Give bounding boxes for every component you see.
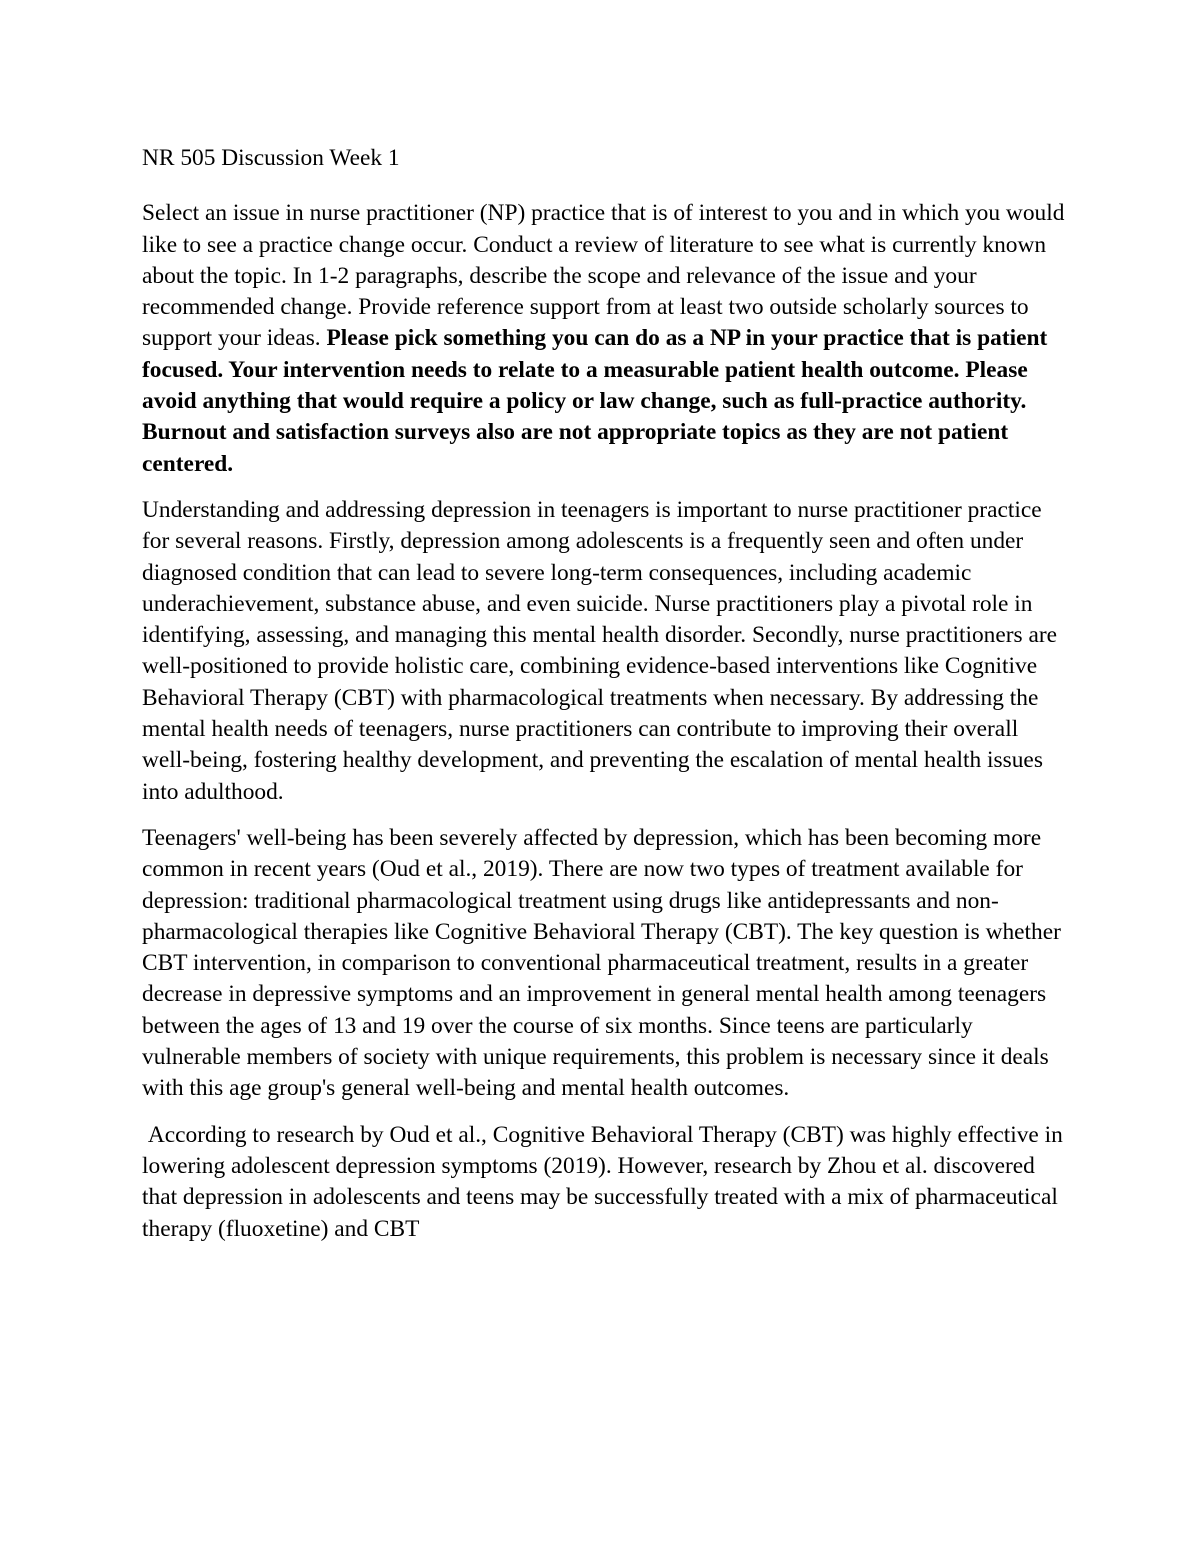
body-paragraph-3: According to research by Oud et al., Cognitive Behavioral Therapy (CBT) was highly effective in lowering adolescent depression symptoms (2019). However, research by Zhou et al. discovered that depression in adolescents and teens may be successfully treated with a mix of pharmaceutical therapy (fluoxetine) and CBT — [142, 1121, 1069, 1242]
document-body — [142, 143, 1067, 1260]
body-paragraph-1: Understanding and addressing depression in teenagers is important to nurse practitioner practice for several reasons. Firstly, depression among adolescents is a frequently seen and often under diagnosed condition that can lead to severe long-term consequences, including academic underachievement, substance abuse, and even suicide. Nurse practitioners play a pivotal role in identifying, assessing, and managing this mental health disorder. Secondly, nurse practitioners are well-positioned to provide holistic care, combining evidence-based interventions like Cognitive Behavioral Therapy (CBT) with pharmacological treatments when necessary. By addressing the mental health needs of teenagers, nurse practitioners can contribute to improving their overall well-being, fostering healthy development, and preventing the escalation of mental health issues into adulthood. — [142, 496, 1058, 805]
prompt-emphasis: Please pick something you can do as a NP in your practice that is patient focused. Your intervention needs to relate to a measurable patient health outcome. Please avoid anything that would require a policy or law change, such as full-practice authority. Burnout and satisfaction surveys also are not appropriate topics as they are not patient centered. — [142, 325, 1048, 477]
assignment-prompt — [142, 198, 1067, 480]
body-paragraph-2: Teenagers' well-being has been severely affected by depression, which has been becoming more common in recent years (Oud et al., 2019). There are now two types of treatment available for depression: traditional pharmacological treatment using drugs like antidepressants and non-pharmacological therapies like Cognitive Behavioral Therapy (CBT). The key question is whether CBT intervention, in comparison to conventional pharmaceutical treatment, results in a greater decrease in depressive symptoms and an improvement in general mental health among teenagers between the ages of 13 and 19 over the course of six months. Since teens are particularly vulnerable members of society with unique requirements, this problem is necessary since it deals with this age group's general well-being and mental health outcomes. — [142, 824, 1061, 1102]
document-title: NR 505 Discussion Week 1 — [142, 145, 400, 171]
prompt-text: Select an issue in nurse practitioner (NP) practice that is of interest to you and in which you would like to see a practice change occur. Conduct a review of literature to see what is currently known about the topic. In 1-2 paragraphs, describe the scope and relevance of the issue and your recommended change. Provide reference support from at least two outside scholarly sources to support your ideas. — [142, 200, 1065, 352]
